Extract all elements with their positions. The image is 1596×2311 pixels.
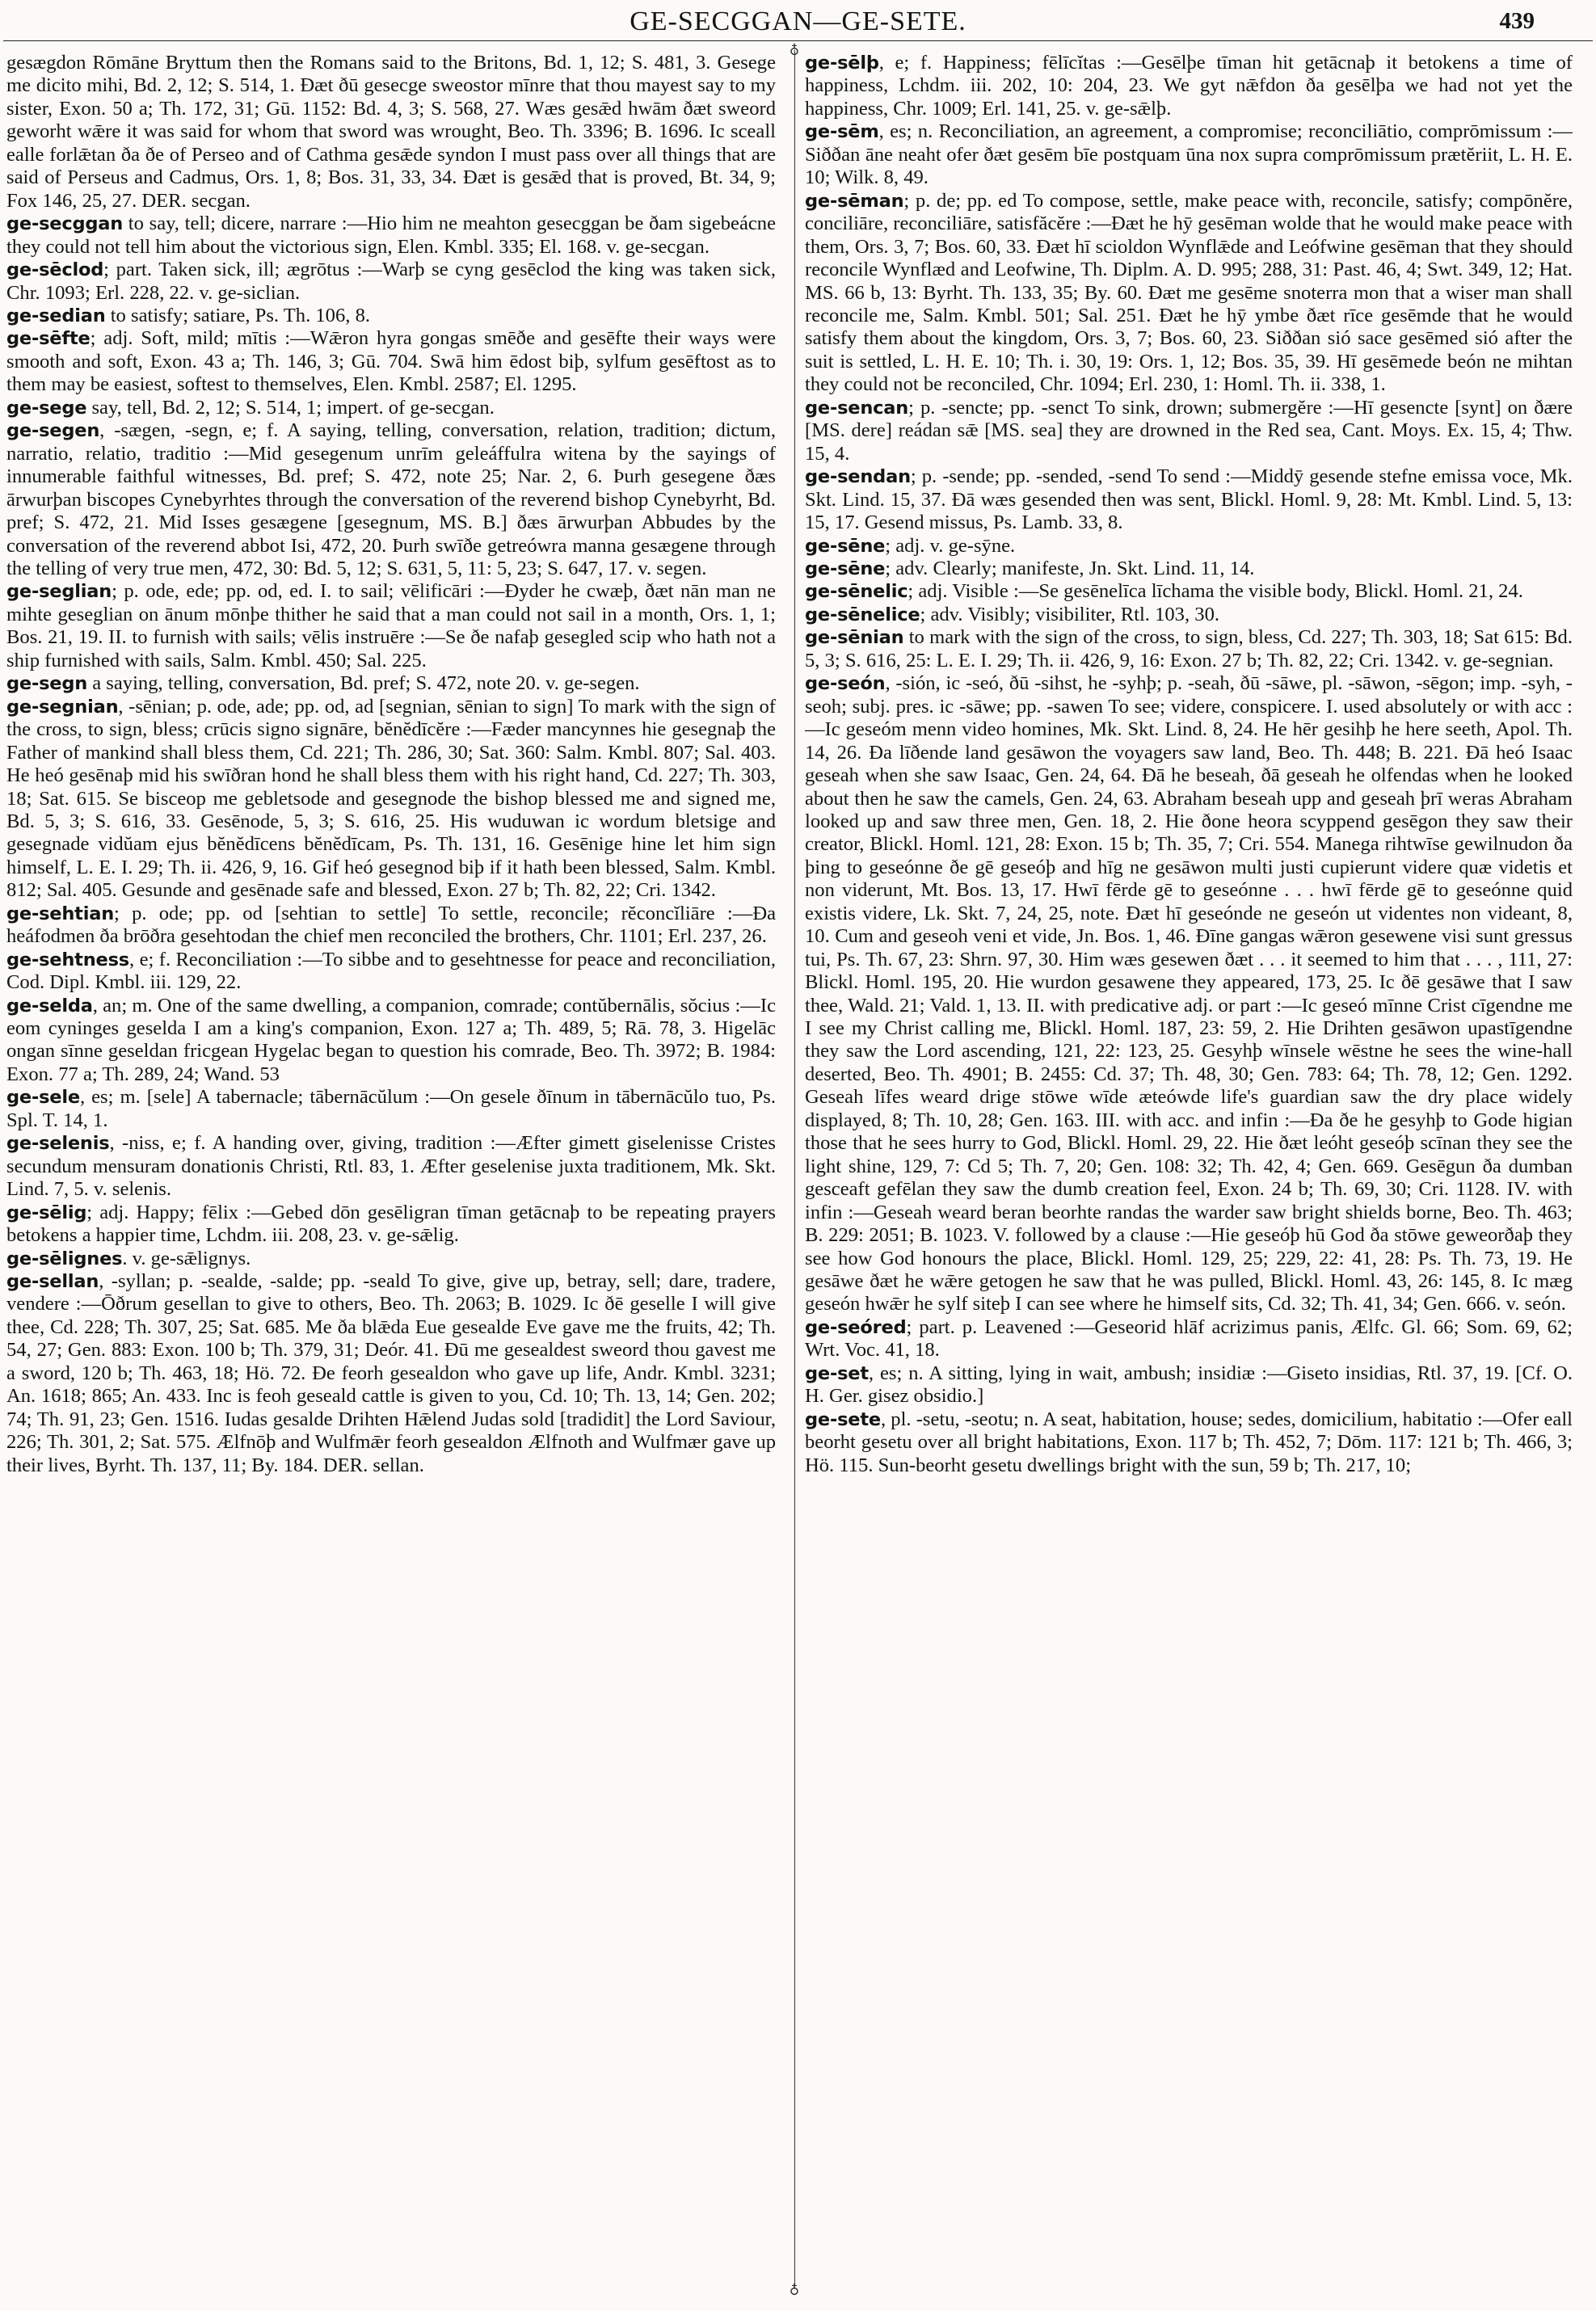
header-rule [3, 40, 1593, 41]
dictionary-entry [6, 1086, 776, 1132]
entry-body: , -syllan; p. -sealde, -salde; pp. -seald To give, give up, betray, sell; dare, tradere, vendere :—Ōðrum gesellan to give to others, Beo. Th. 2063; B. 1029. Ic ðē geselle I will give thee, Cd. 228; Th. 307, 25; Sat. 685. Me ða blǣda Eue gesealde Eve gave me the fruits, 42; Th. 54, 27; Gen. 883: Exon. 100 b; Th. 379, 31; Deór. 41. Ðū me gesealdest sweord thou gavest me a sword, 120 b; Th. 463, 18; Hö. 72. Ðe feorh gesealdon who gave up life, Andr. Kmbl. 3231; An. 1618; 865; An. 433. Inc is feoh geseald cattle is given to you, Cd. 10; Th. 13, 14; Gen. 202; 74; Th. 91, 23; Gen. 1516. Iudas gesalde Drihten Hǣlend Judas sold [tradidit] the Lord Saviour, 226; Th. 301, 2; Sat. 575. Ælfnōþ and Wulfmǣr feorh gesealdon Ælfnoth and Wulfmær gave up their lives, Byrht. Th. 137, 11; By. 184. DER. sellan. [6, 1270, 776, 1476]
entry-headword: ge-set [805, 1362, 869, 1384]
dictionary-entry [6, 1270, 776, 1477]
entry-headword: ge-sedian [6, 305, 106, 326]
entry-body: , es; n. A sitting, lying in wait, ambush; insidiæ :—Giseto insidias, Rtl. 37, 19. [Cf. O. H. Ger. gisez obsidio.] [805, 1362, 1573, 1408]
dictionary-entry: gesægdon Rōmāne Bryttum then the Romans said to the Britons, Bd. 1, 12; S. 481, 3. Gesege me dicito mihi, Bd. 2, 12; S. 514, 1. Ðæt ðū gesecge sweostor mīnre that thou mayest say to my sister, Exon. 50 a; Th. 172, 31; Gū. 1152: Bd. 4, 3; S. 568, 27. Wæs gesǣd hwām ðæt sweord geworht wǣre it was said for whom that sword was wrought, Beo. Th. 3396; B. 1696. Ic sceall ealle forlǣtan ða ðe of Perseo and of Cathma gesǣde syndon I must pass over all things that are said of Perseus and Cadmus, Ors. 1, 8; Bos. 31, 33, 34. Ðæt is gesǣd that is proved, Bt. 34, 9; Fox 146, 25, 27. DER. secgan. [6, 52, 776, 212]
dictionary-entry [805, 1316, 1573, 1362]
dictionary-entry [805, 465, 1573, 534]
entry-headword: ge-segen [6, 420, 100, 442]
entry-body: , -sēnian; p. ode, ade; pp. od, ad [segnian, sēnian to sign] To mark with the sign of the cross, to sign, bless; crūcis signo signāre, bĕnĕdīcĕre :—Fæder mancynnes hie gesegnaþ the Father of mankind shall bless them, Cd. 221; Th. 286, 30; Sat. 360: Salm. Kmbl. 807; Sal. 403. He heó gesēnaþ mid his swīðran hond he shall bless them with his right hand, Cd. 227; Th. 303, 18; Sat. 615. Se bisceop me gebletsode and gesegnode the bishop blessed me and signed me, Bd. 5, 3; S. 616, 33. Gesēnode, 5, 3; S. 616, 25. His wuduwan ic wordum bletsige and gesegnade vidŭam ejus bĕnĕdīcens bĕnĕdīcam, Ps. Th. 131, 16. Gesēnige hine let him sign himself, L. E. I. 29; Th. ii. 426, 9, 16. Gif heó gesegnod biþ if it hath been blessed, Salm. Kmbl. 812; Sal. 405. Gesunde and gesēnade safe and blessed, Exon. 27 b; Th. 82, 22; Cri. 1342. [6, 695, 776, 902]
dictionary-entry [805, 397, 1573, 465]
dictionary-entry [6, 305, 776, 327]
dictionary-entry [6, 1132, 776, 1201]
entry-headword: ge-sēnian [805, 627, 904, 649]
entry-headword: ge-sehtness [6, 949, 129, 970]
dictionary-entry [805, 626, 1573, 672]
dictionary-entry [6, 696, 776, 903]
dictionary-entry [6, 213, 776, 259]
entry-body: , an; m. One of the same dwelling, a companion, comrade; contŭbernālis, sŏcius :—Ic eom cyninges geselda I am a king's companion, Exon. 127 a; Th. 489, 5; Rā. 78, 3. Higelāc ongan sīnne geseldan fricgean Hygelac began to question his comrade, Beo. Th. 3972; B. 1984: Exon. 77 a; Th. 289, 24; Wand. 53 [6, 994, 776, 1085]
dictionary-entry [805, 1362, 1573, 1408]
entry-body: ; part. Taken sick, ill; ægrōtus :—Warþ se cyng gesēclod the king was taken sick, Chr. 1093; Erl. 228, 22. v. ge-siclian. [6, 259, 776, 304]
running-head [0, 6, 1596, 39]
dictionary-entry [6, 419, 776, 580]
entry-headword: ge-sēlig [6, 1202, 87, 1223]
entry-body: ; adj. Happy; fēlix :—Gebed dōn gesēligran tīman getācnaþ to be repeating prayers betokens a happier time, Lchdm. iii. 208, 23. v. ge-sǣlig. [6, 1201, 776, 1247]
entry-headword: ge-sete [805, 1408, 881, 1430]
dictionary-entry [6, 259, 776, 305]
entry-headword: ge-sege [6, 397, 87, 419]
entry-headword: ge-sellan [6, 1271, 99, 1293]
entry-headword: ge-sele [6, 1087, 80, 1109]
entry-headword: ge-sēm [805, 121, 879, 143]
entry-headword: ge-sēnelic [805, 581, 908, 603]
entry-body: ; adj. Soft, mild; mītis :—Wǣron hyra gongas smēðe and gesēfte their ways were smooth and soft, Exon. 43 a; Th. 146, 3; Gū. 704. Swā him ēdost biþ, sylfum gesēftost as to them may be easiest, softest to themselves, Elen. Kmbl. 2587; El. 1295. [6, 327, 776, 396]
page-title: GE-SECGGAN—GE-SETE. [630, 6, 966, 36]
dictionary-entry [6, 327, 776, 396]
dictionary-entry [6, 1248, 776, 1270]
entry-headword: ge-sēlþ [805, 53, 879, 74]
dictionary-entry [805, 535, 1573, 558]
entry-body: , -niss, e; f. A handing over, giving, tradition :—Æfter gimett giselenisse Cristes secundum mensuram donationis Christi, Rtl. 83, 1. Æfter geselenise juxta traditionem, Mk. Skt. Lind. 7, 5. v. selenis. [6, 1132, 776, 1201]
entry-body: ; adj. Visible :—Se gesēnelīca līchama the visible body, Blickl. Homl. 21, 24. [907, 580, 1523, 603]
column-divider [794, 50, 795, 2287]
entry-body: ; part. p. Leavened :—Geseorid hlāf acrizimus panis, Ælfc. Gl. 66; Som. 69, 62; Wrt. Voc. 41, 18. [805, 1315, 1573, 1362]
entry-body: a saying, telling, conversation, Bd. pref; S. 472, note 20. v. ge-segen. [87, 672, 640, 695]
entry-headword: ge-seóred [805, 1316, 907, 1338]
entry-body: to mark with the sign of the cross, to sign, bless, Cd. 227; Th. 303, 18; Sat 615: Bd. 5, 3; S. 616, 25: L. E. I. 29; Th. ii. 426, 9, 16: Exon. 27 b; Th. 82, 22; Cri. 1342. v. ge-segnian. [805, 626, 1573, 671]
ornament-top-icon: ♁ [789, 43, 800, 59]
entry-headword: ge-sēlignes [6, 1248, 123, 1269]
entry-body: say, tell, Bd. 2, 12; S. 514, 1; impert. of ge-secgan. [86, 396, 495, 419]
entry-body: ; p. ode; pp. od [sehtian to settle] To settle, reconcile; rĕconcĭliāre :—Ða heáfodmen ða brōðra gesehtodan the chief men reconciled the brothers, Chr. 1101; Erl. 237, 26. [6, 902, 776, 948]
entry-body: ; p. -sende; pp. -sended, -send To send :—Middȳ gesende stefne emissa voce, Mk. Skt. Lind. 15, 37. Ðā wæs gesended then was sent, Blickl. Homl. 9, 28: Mt. Kmbl. Lind. 5, 13: 15, 17. Gesend missus, Ps. Lamb. 33, 8. [805, 465, 1573, 534]
dictionary-entry [805, 604, 1573, 626]
entry-body: . v. ge-sǣlignys. [122, 1247, 251, 1269]
entry-headword: ge-selda [6, 995, 93, 1017]
left-column [6, 52, 776, 2290]
entry-headword: ge-sendan [805, 466, 911, 488]
entry-headword: ge-selenis [6, 1133, 110, 1155]
dictionary-entry [6, 1202, 776, 1248]
entry-body: ; adj. v. ge-sȳne. [885, 534, 1016, 557]
entry-headword: ge-segn [6, 673, 88, 695]
entry-headword: ge-sēne [805, 535, 886, 557]
entry-body: ; adv. Clearly; manifeste, Jn. Skt. Lind. 11, 14. [885, 557, 1255, 579]
entry-body: , -sión, ic -seó, ðū -sihst, he -syhþ; p. -seah, ðū -sāwe, pl. -sāwon, -sēgon; imp. -syh, -seoh; subj. pres. ic -sāwe; pp. -sawen To see; videre, conspicere. I. used absolutely or with acc :—Ic geseóm menn video homines, Mk. Skt. Lind. 8, 24. He hēr gesihþ he here seeth, Apol. Th. 14, 26. Ða līðende land gesāwon the voyagers saw land, Beo. Th. 448; B. 221. Ðā heó Isaac geseah when she saw Isaac, Gen. 24, 64. Ðā he beseah, ðā geseah he olfendas when he looked about then he saw the camels, Gen. 24, 63. Abraham beseah upp and geseah þrī weras Abraham looked up and saw three men, Gen. 18, 2. Hie ðone heora scyppend gesēgon they saw their creator, Blickl. Homl. 121, 28: Exon. 15 b; Th. 35, 7; Cri. 554. Manega rihtwīse gewilnudon ða þing to geseónne ðe gē geseóþ and hīg ne gesāwon multi justi cupierunt videre quæ videtis et non viderunt, Mt. Bos. 13, 17. Hwī fērde gē to geseónne . . . hwī fērde gē to geseónne quid existis videre, Lk. Skt. 7, 24, 25, note. Ðæt hī geseónde ne geseón ut videntes non videant, 8, 10. Cum and geseoh veni et vide, Jn. Bos. 1, 46. Ðīne gangas wǣron gesewene visi sunt gressus tui, Ps. Th. 67, 23: Shrn. 97, 30. Him wæs gesewen ðæt . . . it seemed to him that . . . , 111, 27: Blickl. Homl. 195, 20. Hie wurdon gesawene they appeared, 173, 25. Ic ðē gesāwe that I saw thee, Wald. 21; Vald. 1, 13. II. with predicative adj. or part :—Ic geseó mīnne Crist cīgendne me I see my Christ calling me, Blickl. Homl. 187, 23: 59, 2. Hie Drihten gesāwon upastīgendne they saw the Lord ascending, 121, 22: 123, 25. Gesyhþ wīnsele wēstne he sees the wine-hall deserted, Beo. Th. 4901; B. 2455: Cd. 37; Th. 48, 30; Gen. 783: 64; Th. 78, 12; Gen. 1292. Geseah līfes weard drige stōwe wīde æteówde life's guardian saw the dry place widely displayed, 8; Th. 10, 28; Gen. 163. III. with acc. and infin :—Ða ðe he gesyhþ to Gode higian those that he sees hurry to God, Blickl. Homl. 29, 22. Hie ðæt leóht geseóþ scīnan they see the light shine, 129, 7: Cd 5; Th. 7, 20; Gen. 108: 32; Th. 42, 4; Gen. 669. Gesēgun ða dumban gesceaft gefēlan they saw the dumb creation feel, Exon. 24 b; Th. 69, 30; Cri. 1128. IV. with infin :—Geseah weard beran beorhte randas the warder saw bright shields borne, Beo. Th. 463; B. 229: 2051; B. 1023. V. followed by a clause :—Hie geseóþ hū God ða stōwe geweorðaþ they see how God honours the place, Blickl. Homl. 129, 25; 229, 22: 41, 28: Ps. Th. 73, 19. He gesāwe ðæt he wǣre getogen he saw that he was pulled, Blickl. Homl. 43, 26: 145, 8. Ic mæg geseón hwǣr he sylf siteþ I can see where he himself sits, Cd. 32; Th. 41, 34; Gen. 666. v. seón. [805, 672, 1573, 1315]
entry-body: , e; f. Happiness; fēlīcĭtas :—Gesēlþe tīman hit getācnaþ it betokens a time of happiness, Lchdm. iii. 202, 10: 204, 23. We gyt nǣfdon ða gesēlþa we had not yet the happiness, Chr. 1009; Erl. 141, 25. v. ge-sǣlþ. [805, 52, 1573, 120]
dictionary-entry [805, 190, 1573, 397]
entry-headword: ge-seón [805, 673, 886, 695]
dictionary-entry [6, 397, 776, 419]
entry-headword: ge-sēne [805, 558, 886, 579]
entry-headword: ge-sēfte [6, 328, 91, 350]
entry-body: ; p. -sencte; pp. -senct To sink, drown; submergĕre :—Hī gesencte [synt] on ðære [MS. dere] reádan sǣ [MS. sea] they are drowned in the Red sea, Cant. Moys. Ex. 15, 4; Thw. 15, 4. [805, 396, 1573, 465]
entry-body: ; p. ode, ede; pp. od, ed. I. to sail; vēlificāri :—Ðyder he cwæþ, ðæt nān man ne mihte geseglian on ānum mōnþe thither he said that a man could not sail in a month, Ors. 1, 1; Bos. 21, 19. II. to furnish with sails; vēlis instruēre :—Se ðe nafaþ gesegled scip who hath not a ship furnished with sails, Salm. Kmbl. 450; Sal. 225. [6, 580, 776, 671]
ornament-bottom-icon: ♁ [789, 2283, 800, 2299]
entry-headword: ge-secggan [6, 213, 124, 235]
entry-headword: ge-sēnelice [805, 604, 920, 625]
entry-body: , es; n. Reconciliation, an agreement, a compromise; reconciliātio, comprōmissum :—Siððan āne neaht ofer ðæt gesēm bīe postquam ūna nox supra comprōmissum prætĕriit, L. H. E. 10; Wilk. 8, 49. [805, 120, 1573, 189]
entry-body: to say, tell; dicere, narrare :—Hio him ne meahton gesecggan be ðam sigebeácne they could not tell him about the victorious sign, Elen. Kmbl. 335; El. 168. v. ge-secgan. [6, 213, 776, 258]
entry-body: to satisfy; satiare, Ps. Th. 106, 8. [105, 304, 371, 326]
dictionary-entry [805, 52, 1573, 120]
entry-body: , -sægen, -segn, e; f. A saying, telling, conversation, relation, tradition; dictum, narratio, relatio, traditio :—Mid gesegenum unrīm geleáffulra witena by the sayings of innumerable faithful witnesses, Bd. pref; S. 472, note 25; Nar. 2, 6. Þurh gesegene ðæs ārwurþan biscopes Cynebyrhtes through the conversation of the reverend bishop Cynebyrht, Bd. pref; S. 472, 21. Mid Isses gesægene [gesegnum, MS. B.] ðæs ārwurþan Abbudes by the conversation of the reverend abbot Isi, 472, 20. Þurh swīðe getreówra manna gesægene through the telling of very true men, 472, 30: Bd. 5, 12; S. 631, 5, 11: 5, 23; S. 647, 17. v. segen. [6, 419, 776, 579]
right-column [805, 52, 1573, 2290]
entry-headword: ge-segnian [6, 696, 119, 718]
dictionary-entry [805, 1408, 1573, 1477]
dictionary-entry [6, 949, 776, 995]
dictionary-entry [805, 672, 1573, 1316]
page-number: 439 [1499, 8, 1535, 34]
dictionary-entry [805, 580, 1573, 603]
dictionary-entry [805, 120, 1573, 189]
entry-headword: ge-seglian [6, 581, 112, 603]
dictionary-entry [6, 580, 776, 672]
entry-headword: ge-sēclod [6, 259, 104, 281]
entry-body: , pl. -setu, -seotu; n. A seat, habitation, house; sedes, domicilium, habitatio :—Ofer eall beorht gesetu over all bright habitations, Exon. 117 b; Th. 452, 7; Dōm. 117: 121 b; Th. 466, 3; Hö. 115. Sun-beorht gesetu dwellings bright with the sun, 59 b; Th. 217, 10; [805, 1408, 1573, 1476]
entry-body: , es; m. [sele] A tabernacle; tābernācŭlum :—On gesele ðīnum in tābernācŭlo tuo, Ps. Spl. T. 14, 1. [6, 1086, 776, 1131]
entry-body: , e; f. Reconciliation :—To sibbe and to gesehtnesse for peace and reconciliation, Cod. Dipl. Kmbl. iii. 129, 22. [6, 948, 776, 994]
dictionary-entry [805, 558, 1573, 580]
dictionary-entry [6, 995, 776, 1087]
dictionary-entry [6, 672, 776, 695]
entry-body: ; adv. Visibly; visibiliter, Rtl. 103, 30. [920, 603, 1220, 625]
dictionary-entry [6, 903, 776, 949]
entry-headword: ge-sencan [805, 397, 909, 419]
entry-headword: ge-sēman [805, 190, 904, 212]
entry-headword: ge-sehtian [6, 903, 115, 924]
entry-body: ; p. de; pp. ed To compose, settle, make peace with, reconcile, satisfy; compōnĕre, conciliāre, reconciliāre, satisfăcĕre :—Ðæt he hȳ gesēman wolde that he would make peace with them, Ors. 3, 7; Bos. 60, 33. Ðæt hī scioldon Wynflǣde and Leófwine gesēman that they should reconcile Wynflæd and Leofwine, Th. Diplm. A. D. 995; 288, 31: Past. 46, 4; Swt. 349, 12; Hat. MS. 66 b, 13: Byrht. Th. 133, 35; By. 60. Ðæt me gesēme snoterra mon that a wiser man shall reconcile me, Salm. Kmbl. 501; Sal. 251. Ðæt he hȳ ymbe ðæt rīce gesēmde that he would satisfy them about the kingdom, Ors. 3, 7; Bos. 60, 23. Siððan sió sace gesēmed sió after the suit is settled, L. H. E. 10; Th. i. 30, 19: Ors. 1, 12; Bos. 35, 39. Hī gesēmede beón ne mihtan they could not be reconciled, Chr. 1094; Erl. 230, 1: Homl. Th. ii. 338, 1. [805, 189, 1573, 396]
